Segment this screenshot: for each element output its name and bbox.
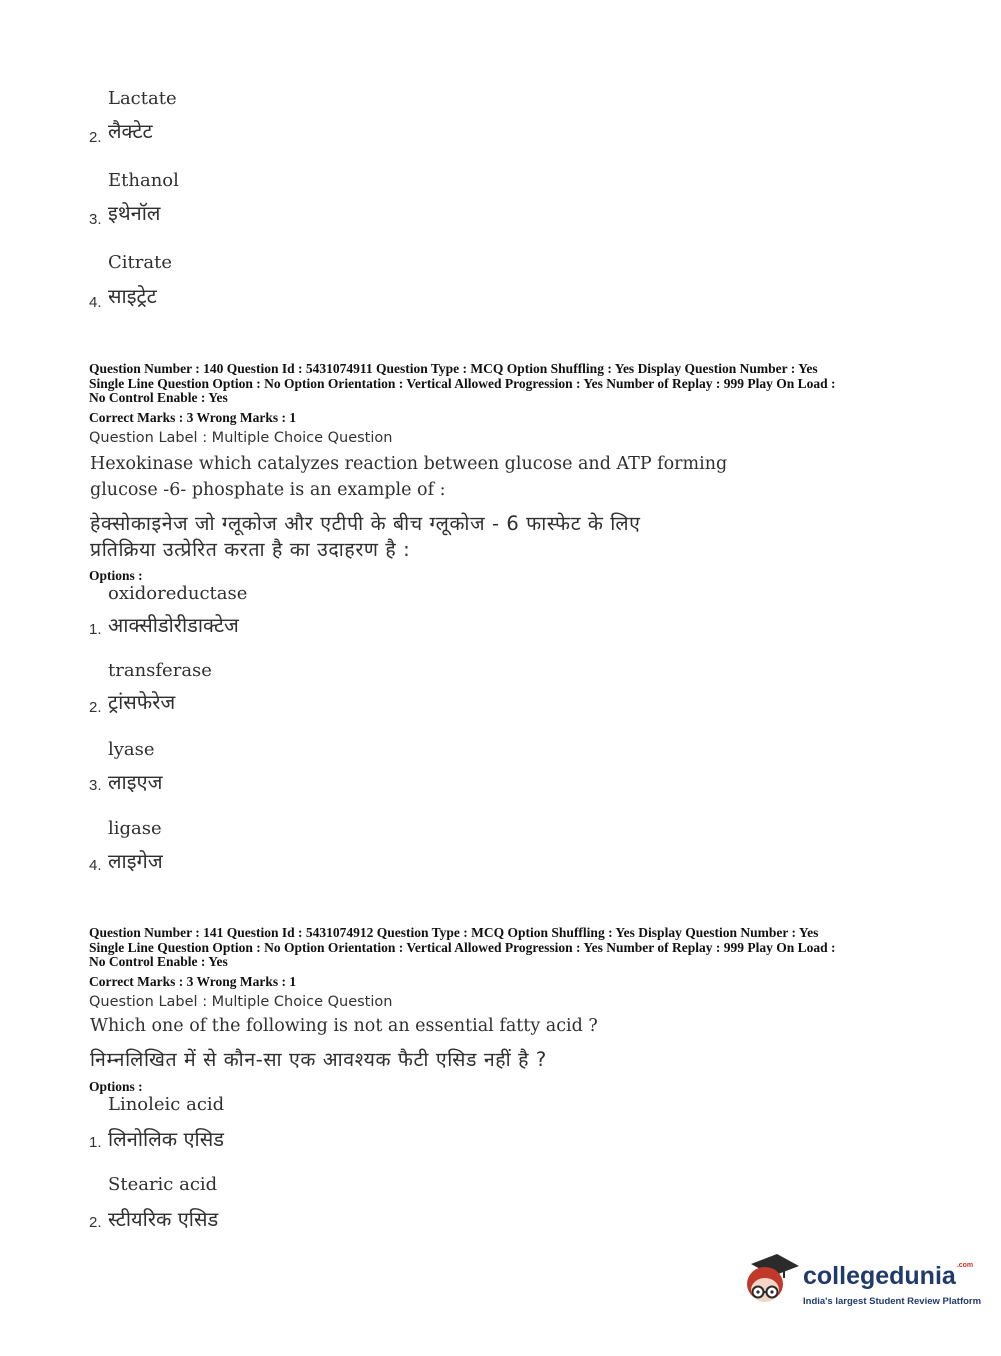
option-english: Stearic acid [108, 1174, 218, 1195]
option-hindi: लाइगेज [108, 849, 163, 873]
option-english: Linoleic acid [108, 1094, 225, 1115]
option-hindi: ट्रांसफेरेज [108, 690, 176, 714]
option-number: 2. [89, 699, 102, 716]
question-label: Question Label : Multiple Choice Question [89, 994, 393, 1010]
question-marks: Correct Marks : 3 Wrong Marks : 1 [89, 410, 297, 425]
question-text-hindi: प्रतिक्रिया उत्प्रेरित करता है का उदाहरण है : [90, 538, 411, 561]
mascot-icon [743, 1250, 801, 1312]
meta-line: No Control Enable : Yes [89, 954, 228, 969]
question-text-english: glucose -6- phosphate is an example of : [90, 480, 446, 500]
option-english: ligase [108, 818, 162, 839]
question-marks: Correct Marks : 3 Wrong Marks : 1 [89, 974, 297, 989]
meta-line: Question Number : 141 Question Id : 5431074912 Question Type : MCQ Option Shuffling : Yes Display Question Number : Yes [89, 925, 819, 940]
option-hindi: लैक्टेट [108, 119, 153, 143]
option-number: 3. [89, 211, 102, 228]
question-label: Question Label : Multiple Choice Question [89, 430, 393, 446]
meta-line: Question Number : 140 Question Id : 5431074911 Question Type : MCQ Option Shuffling : Yes Display Question Number : Yes [89, 361, 818, 376]
question-meta [89, 362, 836, 406]
option-number: 1. [89, 621, 102, 638]
options-label: Options : [89, 1079, 143, 1094]
option-hindi: आक्सीडोरीडाक्टेज [108, 613, 239, 637]
collegedunia-logo [743, 1250, 982, 1310]
logo-tagline: India's largest Student Review Platform [803, 1296, 982, 1307]
logo-name-text: collegedunia [803, 1262, 956, 1290]
option-english: Citrate [108, 252, 172, 273]
option-number: 1. [89, 1134, 102, 1151]
meta-line: Single Line Question Option : No Option Orientation : Vertical Allowed Progression : Yes Number of Replay : 999 Play On Load : [89, 939, 836, 955]
option-english: transferase [108, 660, 212, 681]
question-meta [89, 926, 836, 970]
option-english: Lactate [108, 88, 177, 109]
logo-suffix: .com [956, 1262, 974, 1269]
option-hindi: लाइएज [108, 770, 163, 794]
option-english: Ethanol [108, 170, 179, 191]
option-number: 4. [89, 294, 102, 311]
question-text-english: Hexokinase which catalyzes reaction between glucose and ATP forming [90, 454, 728, 474]
meta-line: No Control Enable : Yes [89, 390, 228, 405]
option-number: 3. [89, 777, 102, 794]
option-number: 2. [89, 129, 102, 146]
question-text-hindi: निम्नलिखित में से कौन-सा एक आवश्यक फैटी एसिड नहीं है ? [90, 1048, 547, 1071]
question-text-english: Which one of the following is not an essential fatty acid ? [90, 1016, 598, 1036]
option-hindi: साइट्रेट [108, 284, 157, 308]
options-label: Options : [89, 568, 143, 583]
option-hindi: लिनोलिक एसिड [108, 1127, 224, 1151]
question-text-hindi: हेक्सोकाइनेज जो ग्लूकोज और एटीपी के बीच ग्लूकोज - 6 फास्फेट के लिए [90, 512, 641, 535]
option-hindi: स्टीयरिक एसिड [108, 1207, 219, 1231]
option-hindi: इथेनॉल [108, 201, 161, 225]
option-number: 2. [89, 1214, 102, 1231]
option-number: 4. [89, 857, 102, 874]
logo-name [803, 1262, 973, 1291]
meta-line: Single Line Question Option : No Option Orientation : Vertical Allowed Progression : Yes Number of Replay : 999 Play On Load : [89, 375, 836, 391]
option-english: lyase [108, 739, 155, 760]
option-english: oxidoreductase [108, 583, 248, 604]
